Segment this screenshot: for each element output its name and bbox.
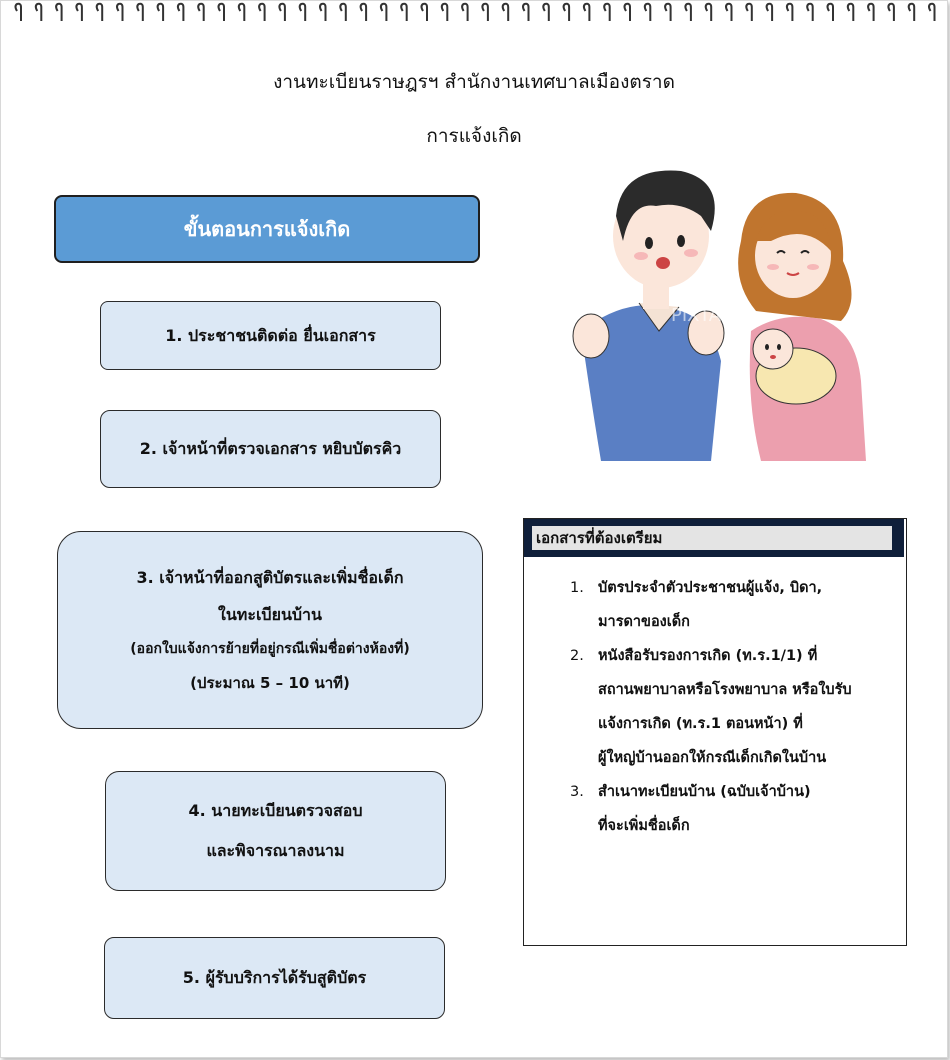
- required-documents-panel: [523, 518, 907, 946]
- list-item-line: สถานพยาบาลหรือโรงพยาบาล หรือใบรับ: [598, 682, 852, 698]
- list-item-line: มารดาของเด็ก: [598, 614, 690, 630]
- step-3-line-2: ในทะเบียนบ้าน: [218, 604, 322, 624]
- step-3-box: [57, 531, 483, 729]
- list-item-line: แจ้งการเกิด (ท.ร.1 ตอนหน้า) ที่: [598, 716, 803, 732]
- step-5-text: 5. ผู้รับบริการได้รับสูติบัตร: [182, 968, 367, 988]
- list-item-line: บัตรประจำตัวประชาชนผู้แจ้ง, บิดา,: [598, 580, 823, 596]
- step-4-box: [105, 771, 446, 891]
- step-2-box: [100, 410, 441, 488]
- list-item: [564, 775, 904, 843]
- list-item-line: ที่จะเพิ่มชื่อเด็ก: [598, 818, 690, 834]
- step-4-line-2: และพิจารณาลงนาม: [206, 841, 345, 860]
- spiral-binding-icon: [11, 1, 941, 27]
- step-1-box: [100, 301, 441, 370]
- list-item-line: หนังสือรับรองการเกิด (ท.ร.1/1) ที่: [598, 648, 818, 664]
- list-item: [564, 639, 904, 775]
- documents-heading: เอกสารที่ต้องเตรียม: [532, 526, 892, 550]
- step-1-text: 1. ประชาชนติดต่อ ยื่นเอกสาร: [165, 325, 376, 345]
- office-header: งานทะเบียนราษฎรฯ สำนักงานเทศบาลเมืองตราด: [273, 71, 675, 93]
- documents-list: [564, 571, 904, 843]
- list-item: [564, 571, 904, 639]
- step-3-line-1: 3. เจ้าหน้าที่ออกสูติบัตรและเพิ่มชื่อเด็ก: [136, 567, 404, 587]
- step-2-text: 2. เจ้าหน้าที่ตรวจเอกสาร หยิบบัตรคิว: [139, 439, 402, 459]
- step-3-line-3: (ออกใบแจ้งการย้ายที่อยู่กรณีเพิ่มชื่อต่างห้องที่): [130, 641, 410, 658]
- documents-heading-bar: [524, 519, 904, 557]
- step-4-line-1: 4. นายทะเบียนตรวจสอบ: [188, 801, 363, 820]
- list-item-number: 3.: [570, 784, 584, 800]
- page-title: การแจ้งเกิด: [426, 125, 522, 147]
- watermark-text: PIXTA: [671, 305, 722, 326]
- list-item-number: 1.: [570, 580, 584, 596]
- list-item-line: ผู้ใหญ่บ้านออกให้กรณีเด็กเกิดในบ้าน: [598, 750, 827, 766]
- step-5-box: [104, 937, 445, 1019]
- step-3-line-4: (ประมาณ 5 – 10 นาที): [190, 673, 350, 692]
- list-item-line: สำเนาทะเบียนบ้าน (ฉบับเจ้าบ้าน): [598, 784, 811, 800]
- family-with-baby-icon: [561, 161, 881, 471]
- list-item-number: 2.: [570, 648, 584, 664]
- steps-title-bar: ขั้นตอนการแจ้งเกิด: [54, 195, 480, 263]
